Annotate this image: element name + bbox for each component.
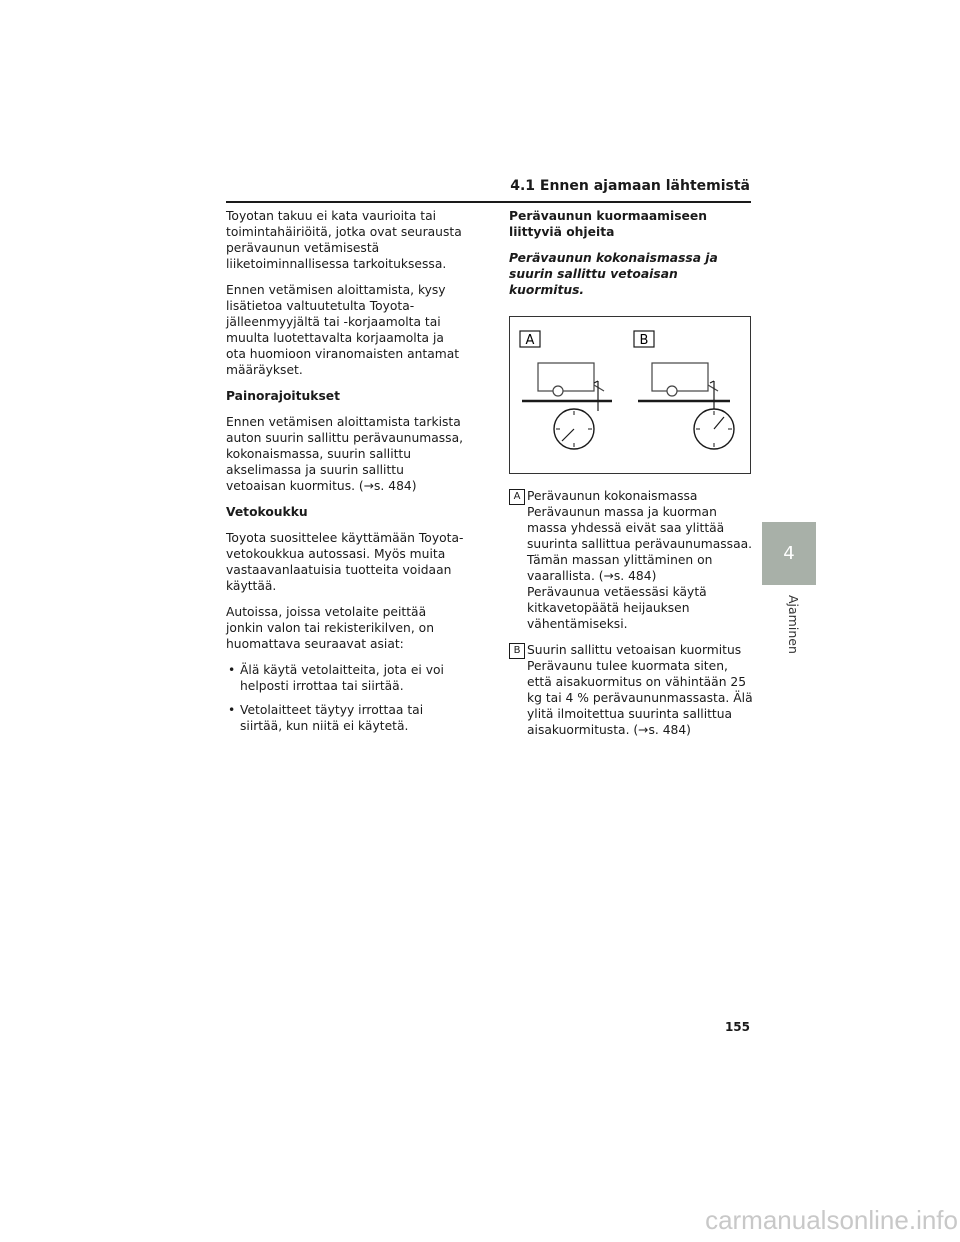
definition-b-body: Perävaunu tulee kuormata siten, että aisakuormitus on vähintään 25 kg tai 4 % perävaununmassasta. Älä ylitä ilmoitettua suurinta sallittua aisakuormitusta. (→s. 484)	[527, 659, 753, 737]
left-column	[226, 208, 466, 744]
trailer-b-drawing	[638, 363, 734, 449]
list-item	[226, 702, 466, 734]
bullet-text: Vetolaitteet täytyy irrottaa tai siirtää, kun niitä ei käytetä.	[240, 703, 424, 733]
paragraph-tow-hitch: Toyota suosittelee käyttämään Toyota-vetokoukkua autossasi. Myös muita vastaavanlaatuisia tuotteita voidaan käyttää.	[226, 531, 464, 593]
paragraph-warranty: Toyotan takuu ei kata vaurioita tai toimintahäiriöitä, jotka ovat seurausta perävaunun vetämisestä liiketoiminnallisessa tarkoituksessa.	[226, 209, 462, 271]
page-number: 155	[724, 1020, 750, 1034]
paragraph-weight-limits: Ennen vetämisen aloittamista tarkista auton suurin sallittu perävaunumassa, kokonaismassa, suurin sallittu akselimassa ja suurin sallittu vetoaisan kuormitus. (→s. 484)	[226, 415, 464, 493]
definition-a	[509, 488, 753, 632]
bullet-marker: •	[228, 703, 236, 717]
list-item	[226, 662, 466, 694]
definition-a-body-2: Perävaunua vetäessäsi käytä kitkavetopäätä heijauksen vähentämiseksi.	[527, 585, 707, 631]
definition-a-body: Perävaunun massa ja kuorman massa yhdessä eivät saa ylittää suurinta sallittua perävaunumassaa. Tämän massan ylittäminen on vaarallista. (→s. 484)	[527, 505, 753, 583]
watermark: carmanualsonline.info	[705, 1205, 958, 1235]
bullet-list	[226, 662, 466, 734]
definition-b-title: Suurin sallittu vetoaisan kuormitus	[527, 643, 742, 657]
chapter-tab: 4	[762, 522, 816, 585]
right-column	[509, 208, 753, 748]
subheading-trailer-mass: Perävaunun kokonaismassa ja suurin sallittu vetoaisan kuormitus.	[509, 251, 718, 297]
label-a-text: A	[525, 333, 535, 348]
trailer-a-drawing	[522, 363, 612, 449]
heading-trailer-loading: Perävaunun kuormaamiseen liittyviä ohjeita	[509, 209, 707, 239]
definition-b	[509, 642, 753, 738]
trailer-diagram	[510, 317, 750, 473]
chapter-label: Ajaminen	[786, 595, 801, 654]
bullet-marker: •	[228, 663, 236, 677]
heading-tow-hitch: Vetokoukku	[226, 505, 308, 519]
paragraph-hitch-notes: Autoissa, joissa vetolaite peittää jonkin valon tai rekisterikilven, on huomattava seuraavat asiat:	[226, 605, 434, 651]
header-rule	[226, 201, 751, 203]
paragraph-dealer: Ennen vetämisen aloittamista, kysy lisätietoa valtuutetulta Toyota-jälleenmyyjältä tai -korjaamolta tai muulta luotettavalta korjaamolta ja ota huomioon viranomaisten antamat määräykset.	[226, 283, 460, 377]
definition-a-label: A	[509, 489, 525, 505]
definition-a-title: Perävaunun kokonaismassa	[527, 489, 698, 503]
definition-b-label: B	[509, 643, 525, 659]
section-header: 4.1 Ennen ajamaan lähtemistä	[510, 178, 750, 194]
label-b-text: B	[639, 333, 649, 348]
heading-weight-limits: Painorajoitukset	[226, 389, 340, 403]
trailer-weight-figure	[509, 316, 751, 474]
bullet-text: Älä käytä vetolaitteita, jota ei voi helposti irrottaa tai siirtää.	[240, 663, 444, 693]
